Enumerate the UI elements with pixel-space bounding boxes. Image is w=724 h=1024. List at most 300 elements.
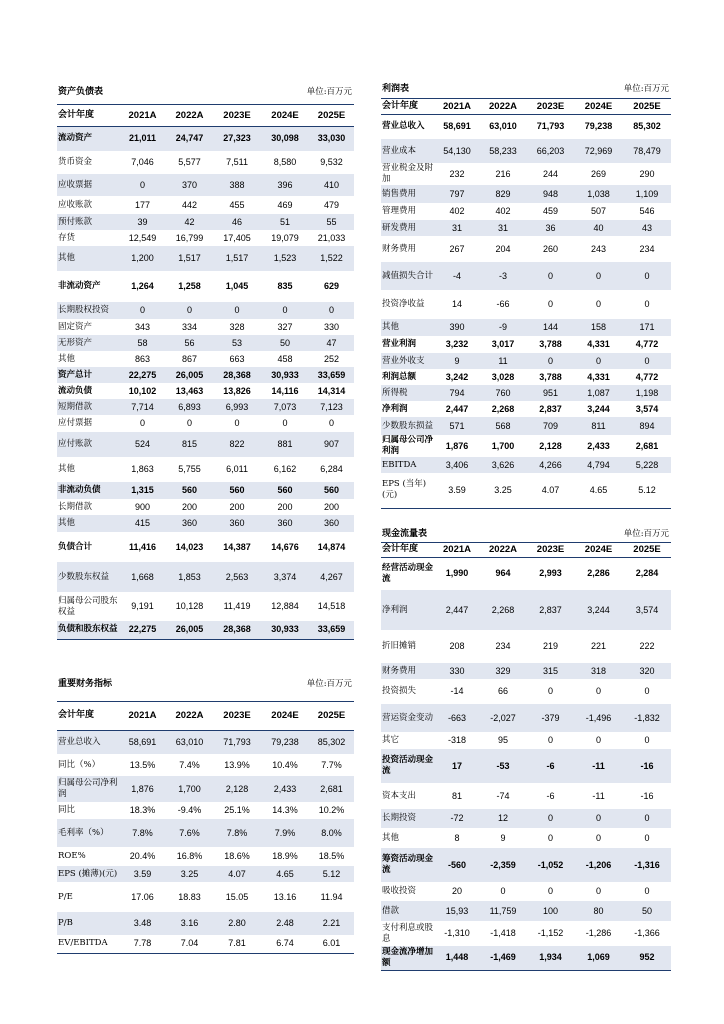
table-row bbox=[57, 912, 354, 935]
row-label: 少数股东权益 bbox=[57, 562, 119, 592]
cell-value: 72,969 bbox=[574, 139, 623, 163]
cell-value: 177 bbox=[134, 199, 151, 210]
table-row bbox=[381, 882, 671, 901]
cell-value: 3,028 bbox=[491, 371, 515, 382]
cell-value: 318 bbox=[574, 663, 623, 679]
cell-value: 2,447 bbox=[435, 590, 479, 630]
cell-value: 1,109 bbox=[623, 185, 671, 203]
cell-value: 0 bbox=[596, 886, 602, 896]
cell-value: 3,788 bbox=[539, 371, 562, 382]
balance-sheet-title: 资产负债表 bbox=[57, 82, 213, 104]
cash-flow-header-row bbox=[381, 542, 671, 557]
cash-flow-panel bbox=[381, 528, 671, 971]
row-label: 存货 bbox=[58, 232, 76, 243]
key-indicators-header-label: 会计年度 bbox=[57, 701, 119, 730]
row-label: 长期投资 bbox=[381, 809, 435, 828]
table-row bbox=[381, 783, 671, 809]
cell-value: 11.94 bbox=[320, 891, 343, 902]
cell-value: 58,691 bbox=[443, 121, 471, 132]
table-row bbox=[57, 151, 354, 174]
row-label: 研发费用 bbox=[381, 220, 435, 236]
cell-value: 11,419 bbox=[223, 601, 251, 611]
table-row bbox=[57, 126, 354, 151]
cell-value: 1,700 bbox=[491, 440, 515, 451]
cell-value: 13,826 bbox=[223, 385, 251, 396]
cell-value: 221 bbox=[591, 641, 607, 651]
cell-value: 3,244 bbox=[587, 403, 610, 414]
cell-value: 3.59 bbox=[435, 473, 479, 508]
cell-value: 16.8% bbox=[176, 851, 203, 861]
cell-value: 3,626 bbox=[479, 457, 527, 473]
cell-value: 881 bbox=[261, 432, 309, 457]
table-row bbox=[57, 592, 354, 621]
cell-value: 2,993 bbox=[539, 568, 562, 579]
income-statement-header-label: 会计年度 bbox=[381, 98, 435, 114]
cell-value: 144 bbox=[527, 319, 574, 336]
cell-value: 22,275 bbox=[119, 621, 166, 639]
cell-value: 14,676 bbox=[271, 541, 299, 552]
row-label: 投资净收益 bbox=[382, 299, 425, 309]
cell-value: 39 bbox=[119, 214, 166, 230]
table-row bbox=[57, 271, 354, 302]
cell-value: 396 bbox=[261, 174, 309, 196]
row-label: 短期借款 bbox=[57, 399, 119, 415]
cell-value: 30,933 bbox=[261, 367, 309, 383]
cash-flow-header-label: 会计年度 bbox=[381, 542, 435, 557]
cell-value: 0 bbox=[548, 832, 554, 843]
cell-value: -3 bbox=[479, 262, 527, 290]
cell-value: 907 bbox=[309, 432, 354, 457]
cell-value: -1,152 bbox=[537, 928, 564, 938]
row-label: 资本支出 bbox=[382, 790, 417, 801]
cell-value: 894 bbox=[623, 417, 671, 435]
cell-value: 158 bbox=[574, 319, 623, 336]
cell-value: 95 bbox=[498, 735, 509, 745]
cell-value: 2,447 bbox=[445, 403, 469, 414]
cell-value: 79,238 bbox=[261, 730, 309, 754]
row-label: 少数股东损益 bbox=[381, 417, 435, 435]
cell-value: 54,130 bbox=[435, 139, 479, 163]
row-label: 应付票据 bbox=[58, 418, 93, 428]
cell-value: 2,128 bbox=[539, 440, 562, 451]
cell-value: 327 bbox=[277, 321, 293, 332]
row-label: 净利润 bbox=[382, 403, 408, 414]
cell-value: -1,206 bbox=[574, 848, 623, 882]
cell-value: 835 bbox=[277, 281, 293, 291]
cell-value: 30,933 bbox=[261, 621, 309, 639]
key-indicators-header-row bbox=[57, 701, 354, 730]
cell-value: 794 bbox=[435, 385, 479, 401]
row-label: 利润总额 bbox=[382, 371, 417, 382]
cell-value: 1,315 bbox=[119, 482, 166, 499]
cell-value: 260 bbox=[543, 243, 559, 254]
table-row bbox=[57, 399, 354, 415]
cell-value: -6 bbox=[546, 790, 555, 801]
row-label: 减值损失合计 bbox=[381, 262, 435, 290]
cell-value: 6,993 bbox=[213, 399, 261, 415]
cell-value: 18.83 bbox=[178, 891, 201, 902]
cell-value: -1,286 bbox=[585, 928, 612, 938]
cell-value: 53 bbox=[213, 335, 261, 351]
cell-value: 1,853 bbox=[166, 562, 213, 592]
cell-value: 30,098 bbox=[261, 126, 309, 151]
cell-value: 0 bbox=[548, 886, 554, 896]
cell-value: 12,549 bbox=[128, 232, 157, 243]
cell-value: 40 bbox=[574, 220, 623, 236]
row-label: 流动负债 bbox=[58, 385, 93, 396]
cell-value: 25.1% bbox=[224, 805, 250, 815]
cell-value: 2,128 bbox=[213, 776, 261, 802]
table-row bbox=[381, 732, 671, 749]
cell-value: 3,574 bbox=[623, 590, 671, 630]
table-row bbox=[57, 866, 354, 882]
cell-value: 200 bbox=[182, 501, 198, 512]
row-label: 投资损失 bbox=[382, 686, 417, 696]
cell-value: 360 bbox=[261, 515, 309, 532]
table-row bbox=[381, 236, 671, 262]
cell-value: -14 bbox=[450, 686, 464, 696]
cell-value: 31 bbox=[479, 220, 527, 236]
cell-value: 36 bbox=[527, 220, 574, 236]
cell-value: 33,030 bbox=[309, 126, 354, 151]
cell-value: 14,023 bbox=[175, 541, 204, 552]
cell-value: 14,387 bbox=[223, 541, 251, 552]
cell-value: 571 bbox=[435, 417, 479, 435]
cell-value: 0 bbox=[527, 262, 574, 290]
table-row bbox=[381, 704, 671, 732]
key-indicators-header-year: 2022A bbox=[166, 701, 213, 730]
cell-value: 234 bbox=[495, 641, 511, 651]
cell-value: 9 bbox=[500, 832, 506, 843]
cell-value: 20 bbox=[451, 886, 462, 896]
cell-value: 63,010 bbox=[166, 730, 213, 754]
cell-value: 13,463 bbox=[175, 385, 204, 396]
row-label: 折旧摊销 bbox=[382, 641, 417, 651]
balance-sheet-header-year: 2021A bbox=[119, 104, 166, 126]
table-row bbox=[381, 220, 671, 236]
income-statement-unit: 单位:百万元 bbox=[527, 82, 671, 98]
cell-value: 1,863 bbox=[131, 464, 154, 474]
cell-value: 4,772 bbox=[635, 371, 659, 382]
table-row bbox=[57, 562, 354, 592]
cell-value: 0 bbox=[644, 886, 650, 896]
cell-value: 66 bbox=[498, 686, 509, 696]
cell-value: -2,027 bbox=[479, 704, 527, 732]
cell-value: 2.21 bbox=[309, 912, 354, 935]
row-label: ROE% bbox=[58, 851, 86, 861]
table-row bbox=[57, 367, 354, 383]
row-label: 财务费用 bbox=[382, 243, 417, 254]
cell-value: 0 bbox=[119, 174, 166, 196]
row-label: 非流动资产 bbox=[58, 281, 101, 291]
cell-value: 71,793 bbox=[536, 121, 565, 132]
cell-value: 31 bbox=[435, 220, 479, 236]
key-indicators-table bbox=[57, 668, 354, 954]
cell-value: 0 bbox=[329, 418, 335, 428]
cell-value: -53 bbox=[479, 749, 527, 783]
cell-value: 252 bbox=[324, 353, 340, 364]
row-label: P/E bbox=[58, 891, 73, 902]
table-row bbox=[381, 401, 671, 417]
row-label: 财务费用 bbox=[381, 663, 435, 679]
row-label: 预付账款 bbox=[57, 214, 119, 230]
cell-value: 0 bbox=[234, 418, 240, 428]
cell-value: 0 bbox=[644, 735, 650, 745]
balance-sheet-header-year: 2025E bbox=[309, 104, 354, 126]
cell-value: 1,517 bbox=[213, 246, 261, 271]
row-label: 吸收投资 bbox=[382, 886, 417, 896]
cell-value: 12 bbox=[479, 809, 527, 828]
table-row bbox=[57, 174, 354, 196]
cell-value: 24,747 bbox=[166, 126, 213, 151]
cell-value: 17 bbox=[435, 749, 479, 783]
cell-value: 3.16 bbox=[166, 912, 213, 935]
cell-value: 269 bbox=[591, 168, 607, 179]
cell-value: 9 bbox=[435, 353, 479, 369]
row-label: 营业税金及附加 bbox=[382, 163, 434, 184]
table-row bbox=[381, 828, 671, 848]
cell-value: 4,794 bbox=[574, 457, 623, 473]
cash-flow-header-year: 2021A bbox=[435, 542, 479, 557]
row-label: P/B bbox=[57, 912, 119, 935]
cell-value: -16 bbox=[623, 749, 671, 783]
table-row bbox=[57, 754, 354, 776]
cash-flow-title-row bbox=[381, 528, 671, 542]
cell-value: -1,316 bbox=[623, 848, 671, 882]
row-label: 同比 bbox=[58, 805, 76, 815]
cell-value: 290 bbox=[639, 168, 655, 179]
cell-value: 7,073 bbox=[261, 399, 309, 415]
key-indicators-panel bbox=[57, 668, 354, 954]
table-row bbox=[57, 415, 354, 432]
cell-value: 267 bbox=[449, 243, 465, 254]
row-label: 筹资活动现金流 bbox=[381, 848, 435, 882]
row-label: 无形资产 bbox=[57, 335, 119, 351]
cell-value: 1,934 bbox=[527, 946, 574, 970]
cell-value: 18.6% bbox=[224, 851, 250, 861]
cell-value: 0 bbox=[527, 353, 574, 369]
row-label: EPS (当年)(元) bbox=[381, 473, 435, 508]
cell-value: 16,799 bbox=[175, 232, 204, 243]
row-label: 投资活动现金流 bbox=[381, 749, 435, 783]
table-row bbox=[57, 457, 354, 482]
cell-value: 6.74 bbox=[261, 935, 309, 953]
cell-value: 797 bbox=[435, 185, 479, 203]
cell-value: 21,011 bbox=[119, 126, 166, 151]
table-row bbox=[57, 935, 354, 953]
cell-value: 8.0% bbox=[309, 819, 354, 847]
cell-value: 2,268 bbox=[491, 403, 515, 414]
cell-value: 18.9% bbox=[272, 851, 298, 861]
key-indicators-header-year: 2025E bbox=[309, 701, 354, 730]
row-label: 同比（%） bbox=[58, 759, 101, 770]
cell-value: 4,331 bbox=[587, 339, 610, 349]
table-row bbox=[381, 203, 671, 220]
table-row bbox=[381, 417, 671, 435]
cell-value: 66,203 bbox=[527, 139, 574, 163]
row-label: 资产总计 bbox=[57, 367, 119, 383]
cell-value: 469 bbox=[277, 199, 293, 210]
table-row bbox=[381, 319, 671, 336]
cell-value: 415 bbox=[119, 515, 166, 532]
cell-value: 0 bbox=[596, 735, 602, 745]
cell-value: 0 bbox=[548, 686, 554, 696]
cell-value: 17,405 bbox=[223, 232, 251, 243]
balance-sheet-table bbox=[57, 82, 354, 640]
cell-value: 9,532 bbox=[320, 157, 343, 167]
cell-value: 948 bbox=[527, 185, 574, 203]
balance-sheet-panel bbox=[57, 82, 354, 640]
cell-value: 43 bbox=[623, 220, 671, 236]
cell-value: 1,264 bbox=[131, 281, 154, 291]
cell-value: 6,011 bbox=[226, 464, 248, 474]
cell-value: 2,433 bbox=[261, 776, 309, 802]
cell-value: 3.25 bbox=[166, 866, 213, 882]
row-label: EBITDA bbox=[381, 457, 435, 473]
cell-value: 0 bbox=[261, 302, 309, 319]
cell-value: 320 bbox=[623, 663, 671, 679]
cell-value: 0 bbox=[166, 302, 213, 319]
cell-value: 1,200 bbox=[119, 246, 166, 271]
cell-value: 7.7% bbox=[321, 759, 342, 770]
row-label: 归属母公司股东权益 bbox=[58, 595, 118, 617]
cell-value: 0 bbox=[119, 302, 166, 319]
cell-value: 546 bbox=[639, 206, 655, 216]
cell-value: 829 bbox=[479, 185, 527, 203]
cell-value: 5,228 bbox=[623, 457, 671, 473]
cell-value: 3,788 bbox=[539, 339, 562, 349]
cell-value: 81 bbox=[451, 790, 462, 801]
cell-value: 51 bbox=[261, 214, 309, 230]
table-row bbox=[381, 590, 671, 630]
balance-sheet-header-year: 2023E bbox=[213, 104, 261, 126]
cell-value: 815 bbox=[166, 432, 213, 457]
cell-value: 388 bbox=[213, 174, 261, 196]
row-label: 其他 bbox=[57, 246, 119, 271]
cell-value: 410 bbox=[309, 174, 354, 196]
table-row bbox=[381, 473, 671, 508]
cell-value: 100 bbox=[527, 901, 574, 921]
cell-value: 2,563 bbox=[213, 562, 261, 592]
cell-value: 2,433 bbox=[587, 440, 610, 451]
cell-value: 7,123 bbox=[309, 399, 354, 415]
cell-value: -9 bbox=[479, 319, 527, 336]
cell-value: 11,416 bbox=[128, 541, 157, 552]
cell-value: 14,314 bbox=[317, 385, 346, 396]
cell-value: 0 bbox=[596, 686, 602, 696]
cell-value: 2,681 bbox=[635, 440, 659, 451]
cell-value: 42 bbox=[166, 214, 213, 230]
cell-value: 3,244 bbox=[574, 590, 623, 630]
income-statement-header-year: 2022A bbox=[479, 98, 527, 114]
cell-value: 370 bbox=[166, 174, 213, 196]
cell-value: 1,668 bbox=[119, 562, 166, 592]
row-label: 营运资金变动 bbox=[381, 704, 435, 732]
row-label: 净利润 bbox=[381, 590, 435, 630]
cell-value: 243 bbox=[591, 243, 607, 254]
cell-value: 56 bbox=[166, 335, 213, 351]
cell-value: 442 bbox=[182, 199, 198, 210]
cell-value: 0 bbox=[282, 418, 288, 428]
cell-value: 4.07 bbox=[213, 866, 261, 882]
cell-value: 663 bbox=[229, 353, 245, 364]
cell-value: 458 bbox=[277, 353, 293, 364]
cell-value: 17.06 bbox=[131, 891, 154, 902]
cell-value: 85,302 bbox=[633, 121, 661, 132]
row-label: 借款 bbox=[381, 901, 435, 921]
cell-value: 10,102 bbox=[128, 385, 157, 396]
cell-value: 560 bbox=[309, 482, 354, 499]
cell-value: 330 bbox=[435, 663, 479, 679]
cell-value: 47 bbox=[309, 335, 354, 351]
cash-flow-header-year: 2023E bbox=[527, 542, 574, 557]
cell-value: 3,232 bbox=[445, 339, 469, 349]
cell-value: 952 bbox=[623, 946, 671, 970]
row-label: 归属母公司净利润 bbox=[57, 776, 119, 802]
cell-value: 28,368 bbox=[213, 367, 261, 383]
income-statement-title-row bbox=[381, 82, 671, 98]
cell-value: 0 bbox=[574, 809, 623, 828]
cell-value: -1,366 bbox=[634, 928, 660, 938]
cell-value: 2,286 bbox=[587, 568, 610, 579]
cell-value: 3,017 bbox=[491, 339, 515, 349]
row-label: 营业总收入 bbox=[382, 121, 425, 132]
key-indicators-unit: 单位:百万元 bbox=[213, 668, 354, 701]
cell-value: 4.07 bbox=[527, 473, 574, 508]
cell-value: 27,323 bbox=[213, 126, 261, 151]
cell-value: 58,233 bbox=[479, 139, 527, 163]
income-statement-title: 利润表 bbox=[381, 82, 527, 98]
cell-value: -16 bbox=[640, 790, 654, 801]
cell-value: -1,418 bbox=[490, 928, 516, 938]
cell-value: 58,691 bbox=[119, 730, 166, 754]
cell-value: 8,580 bbox=[273, 157, 297, 167]
table-row bbox=[57, 351, 354, 367]
cell-value: 1,523 bbox=[261, 246, 309, 271]
cell-value: 204 bbox=[495, 243, 511, 254]
row-label: 其他 bbox=[57, 515, 119, 532]
cell-value: 1,045 bbox=[225, 281, 249, 291]
cell-value: 26,005 bbox=[166, 621, 213, 639]
table-row bbox=[57, 515, 354, 532]
cell-value: 524 bbox=[119, 432, 166, 457]
cell-value: 11,759 bbox=[479, 901, 527, 921]
cell-value: 11 bbox=[479, 353, 527, 369]
cell-value: 315 bbox=[527, 663, 574, 679]
cell-value: 85,302 bbox=[309, 730, 354, 754]
cell-value: 390 bbox=[435, 319, 479, 336]
cell-value: 46 bbox=[213, 214, 261, 230]
cash-flow-unit: 单位:百万元 bbox=[527, 528, 671, 542]
cell-value: 360 bbox=[309, 515, 354, 532]
table-row bbox=[57, 730, 354, 754]
cell-value: 0 bbox=[574, 353, 623, 369]
cell-value: 0 bbox=[574, 262, 623, 290]
cell-value: 14.3% bbox=[272, 805, 298, 815]
cell-value: 4,266 bbox=[527, 457, 574, 473]
income-statement-header-row bbox=[381, 98, 671, 114]
row-label: 管理费用 bbox=[382, 206, 417, 216]
row-label: 固定资产 bbox=[58, 321, 93, 332]
cell-value: -11 bbox=[574, 749, 623, 783]
table-row bbox=[57, 776, 354, 802]
table-row bbox=[381, 353, 671, 369]
cell-value: 479 bbox=[324, 199, 340, 210]
row-label: 负债合计 bbox=[58, 541, 93, 552]
cell-value: 7,714 bbox=[119, 399, 166, 415]
cell-value: 10.4% bbox=[272, 759, 298, 770]
cell-value: -379 bbox=[527, 704, 574, 732]
